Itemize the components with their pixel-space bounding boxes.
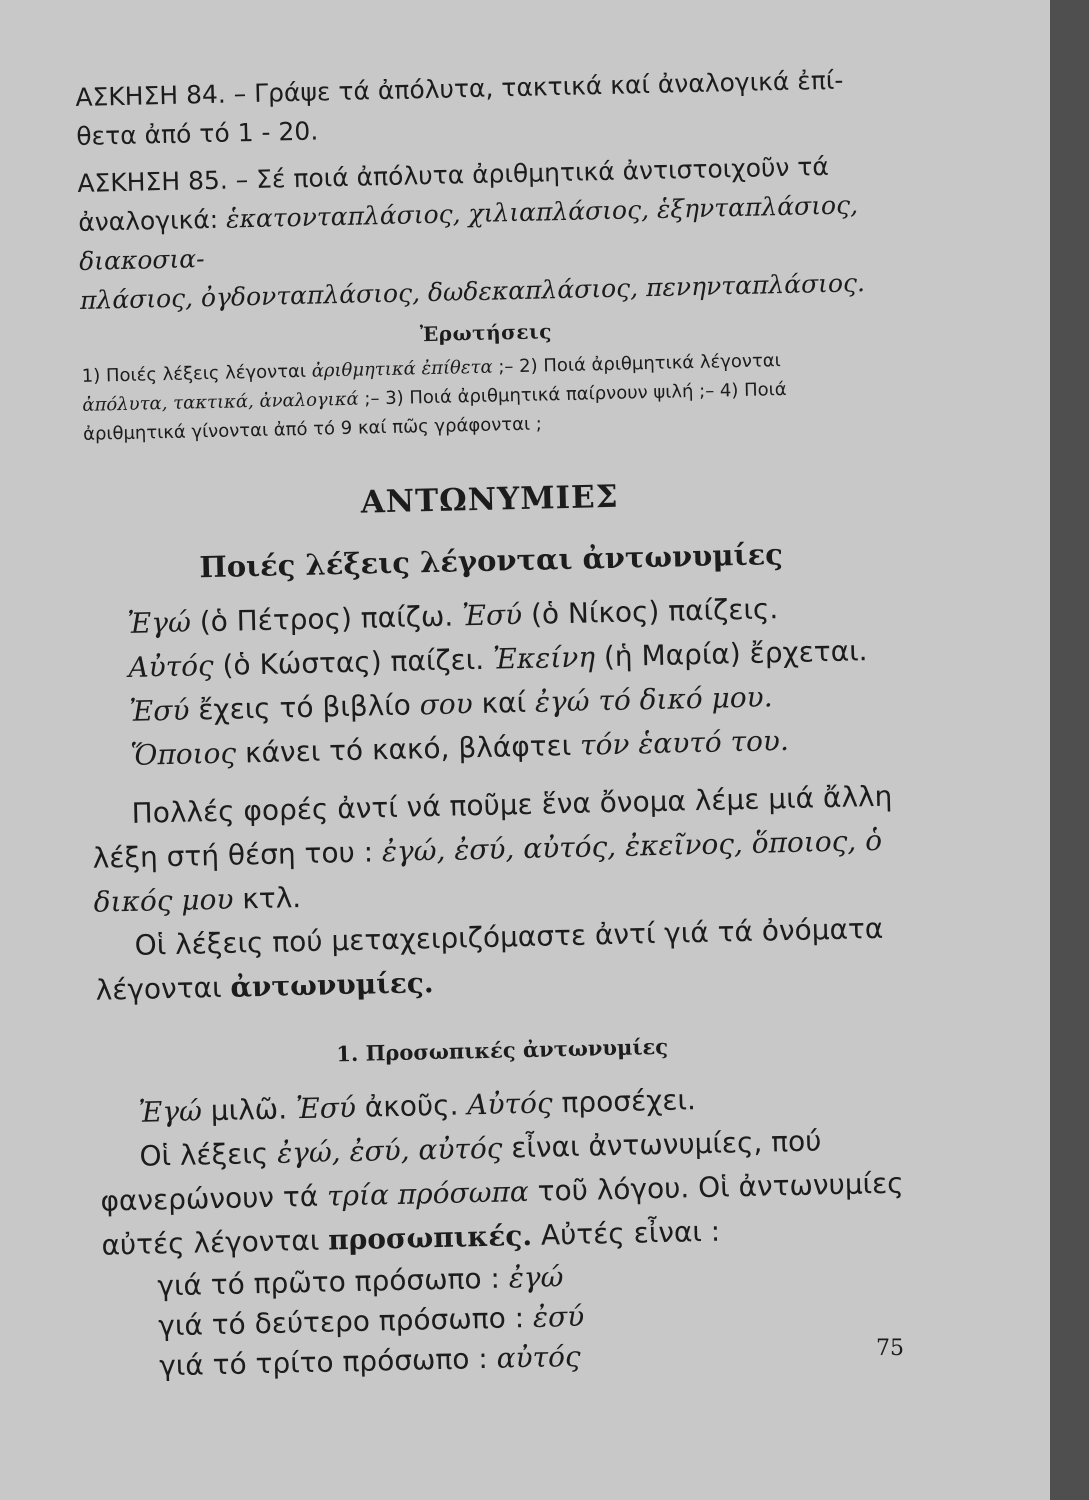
section-persons-term: τρία πρόσωπα [326, 1174, 530, 1213]
example-text: (ἡ Μαρία) ἔρχεται. [594, 634, 868, 674]
question-2-terms: ἀπόλυτα, τακτικά, ἀναλογικά [82, 388, 359, 416]
exercise-84-line-1: ΑΣΚΗΣΗ 84. – Γράψε τά ἀπόλυτα, τακτικά καί ἀναλογικά ἐπί- [75, 65, 844, 112]
person-label: γιά τό πρῶτο πρόσωπο : [157, 1261, 510, 1303]
paragraph-2-text: Οἱ λέξεις πού μεταχειριζόμαστε ἀντί γιά τά ὀνόματα λέγονται [95, 911, 884, 1007]
section-paragraph [99, 1117, 912, 1267]
questions-text [81, 344, 893, 449]
page-number: 75 [876, 1336, 904, 1361]
example-word: Ἐκείνη [492, 640, 596, 676]
example-text: κάνει τό κακό, βλάφτει [235, 728, 581, 770]
example-word: τόν ἑαυτό του. [579, 723, 790, 762]
question-4: ἀριθμητικά γίνονται ἀπό τό 9 καί πῶς γράφονται ; [82, 413, 543, 445]
example-word: Αὐτός [128, 649, 215, 684]
question-1-term: ἀριθμητικά ἐπίθετα [311, 356, 493, 382]
exercise-85 [77, 146, 890, 320]
section-text: τοῦ λόγου. Οἱ ἀντωνυμίες αὐτές λέγονται [101, 1166, 904, 1262]
paragraph-1 [91, 774, 904, 924]
exercise-85-words-1: ἑκατονταπλάσιος, χιλιαπλάσιος, ἑξηνταπλάσιος, διακοσια- [78, 190, 859, 276]
person-label: γιά τό δεύτερο πρόσωπο : [157, 1300, 534, 1343]
example-text: (ὁ Νίκος) παίζεις. [521, 592, 779, 631]
paragraph-1-pronouns: ἐγώ, ἐσύ, αὐτός, ἐκεῖνος, ὅποιος, ὁ δικός μου [93, 823, 883, 919]
scan-edge [1050, 0, 1089, 1500]
section-text: εἶναι ἀντωνυμίες, πού φανερώνουν τά [100, 1124, 822, 1218]
example-text: μιλῶ. [201, 1092, 297, 1128]
example-word: Ἐγώ [138, 1094, 203, 1129]
example-text: (ὁ Πέτρος) παίζω. [190, 599, 463, 639]
question-1: 1) Ποιές λέξεις λέγονται [81, 360, 312, 387]
person-pronoun: ἐγώ [508, 1260, 564, 1295]
example-word: Ἐσύ [461, 597, 523, 633]
section-bold-term: προσωπικές. [327, 1218, 533, 1257]
person-label: γιά τό τρίτο πρόσωπο : [158, 1341, 497, 1383]
paragraph-1-text: Πολλές φορές ἀντί νά ποῦμε ἕνα ὄνομα λέμε μιά ἄλλη λέξη στή θέση του : [92, 779, 893, 875]
exercise-84-line-2: θετα ἀπό τό 1 - 20. [75, 116, 319, 151]
section-text: Αὐτές εἶναι : [531, 1214, 721, 1252]
chapter-title: ΑΝΤΩΝΥΜΙΕΣ [360, 478, 619, 521]
example-word: Αὐτός [466, 1086, 553, 1122]
question-2: ;– 2) Ποιά ἀριθμητικά λέγονται [492, 350, 782, 378]
paragraph-2-term: ἀντωνυμίες. [230, 966, 434, 1004]
person-pronoun: ἐσύ [532, 1299, 585, 1334]
example-text: ἀκοῦς. [355, 1088, 468, 1124]
example-text: καί [472, 685, 536, 721]
example-text: προσέχει. [552, 1083, 697, 1120]
exercise-85-words-2: πλάσιος, ὀγδονταπλάσιος, δωδεκαπλάσιος, πενηνταπλάσιος. [79, 268, 866, 315]
paragraph-1-end: κτλ. [233, 881, 302, 916]
example-word: Ἐγώ [127, 605, 192, 640]
section-text: Οἱ λέξεις [139, 1136, 278, 1173]
section-pronouns: ἐγώ, ἐσύ, αὐτός [276, 1131, 503, 1170]
exercise-84 [75, 60, 887, 156]
page-text [75, 60, 915, 1388]
example-word: Ἐσύ [295, 1090, 357, 1126]
questions-title: Ἐρωτήσεις [419, 319, 553, 347]
chapter-subtitle: Ποιές λέξεις λέγονται ἀντωνυμίες [198, 537, 784, 585]
example-text: (ὁ Κώστας) παίζει. [213, 642, 494, 683]
question-3: ;– 3) Ποιά ἀριθμητικά παίρνουν ψιλή ;– 4) Ποιά [358, 378, 787, 410]
example-text: ἔχεις τό βιβλίο [189, 688, 421, 727]
example-word: σου [419, 687, 474, 722]
example-word: Ὅποιος [130, 736, 237, 772]
paragraph-2 [94, 906, 906, 1012]
person-pronoun: αὐτός [496, 1339, 581, 1375]
exercise-85-label: ἀναλογικά: [77, 204, 227, 237]
example-word: Ἐσύ [129, 693, 190, 728]
example-word: ἐγώ τό δικό μου. [534, 680, 773, 719]
exercise-85-line-1: ΑΣΚΗΣΗ 85. – Σέ ποιά ἀπόλυτα ἀριθμητικά ἀντιστοιχοῦν τά [77, 151, 830, 198]
section-title: 1. Προσωπικές ἀντωνυμίες [336, 1033, 669, 1067]
